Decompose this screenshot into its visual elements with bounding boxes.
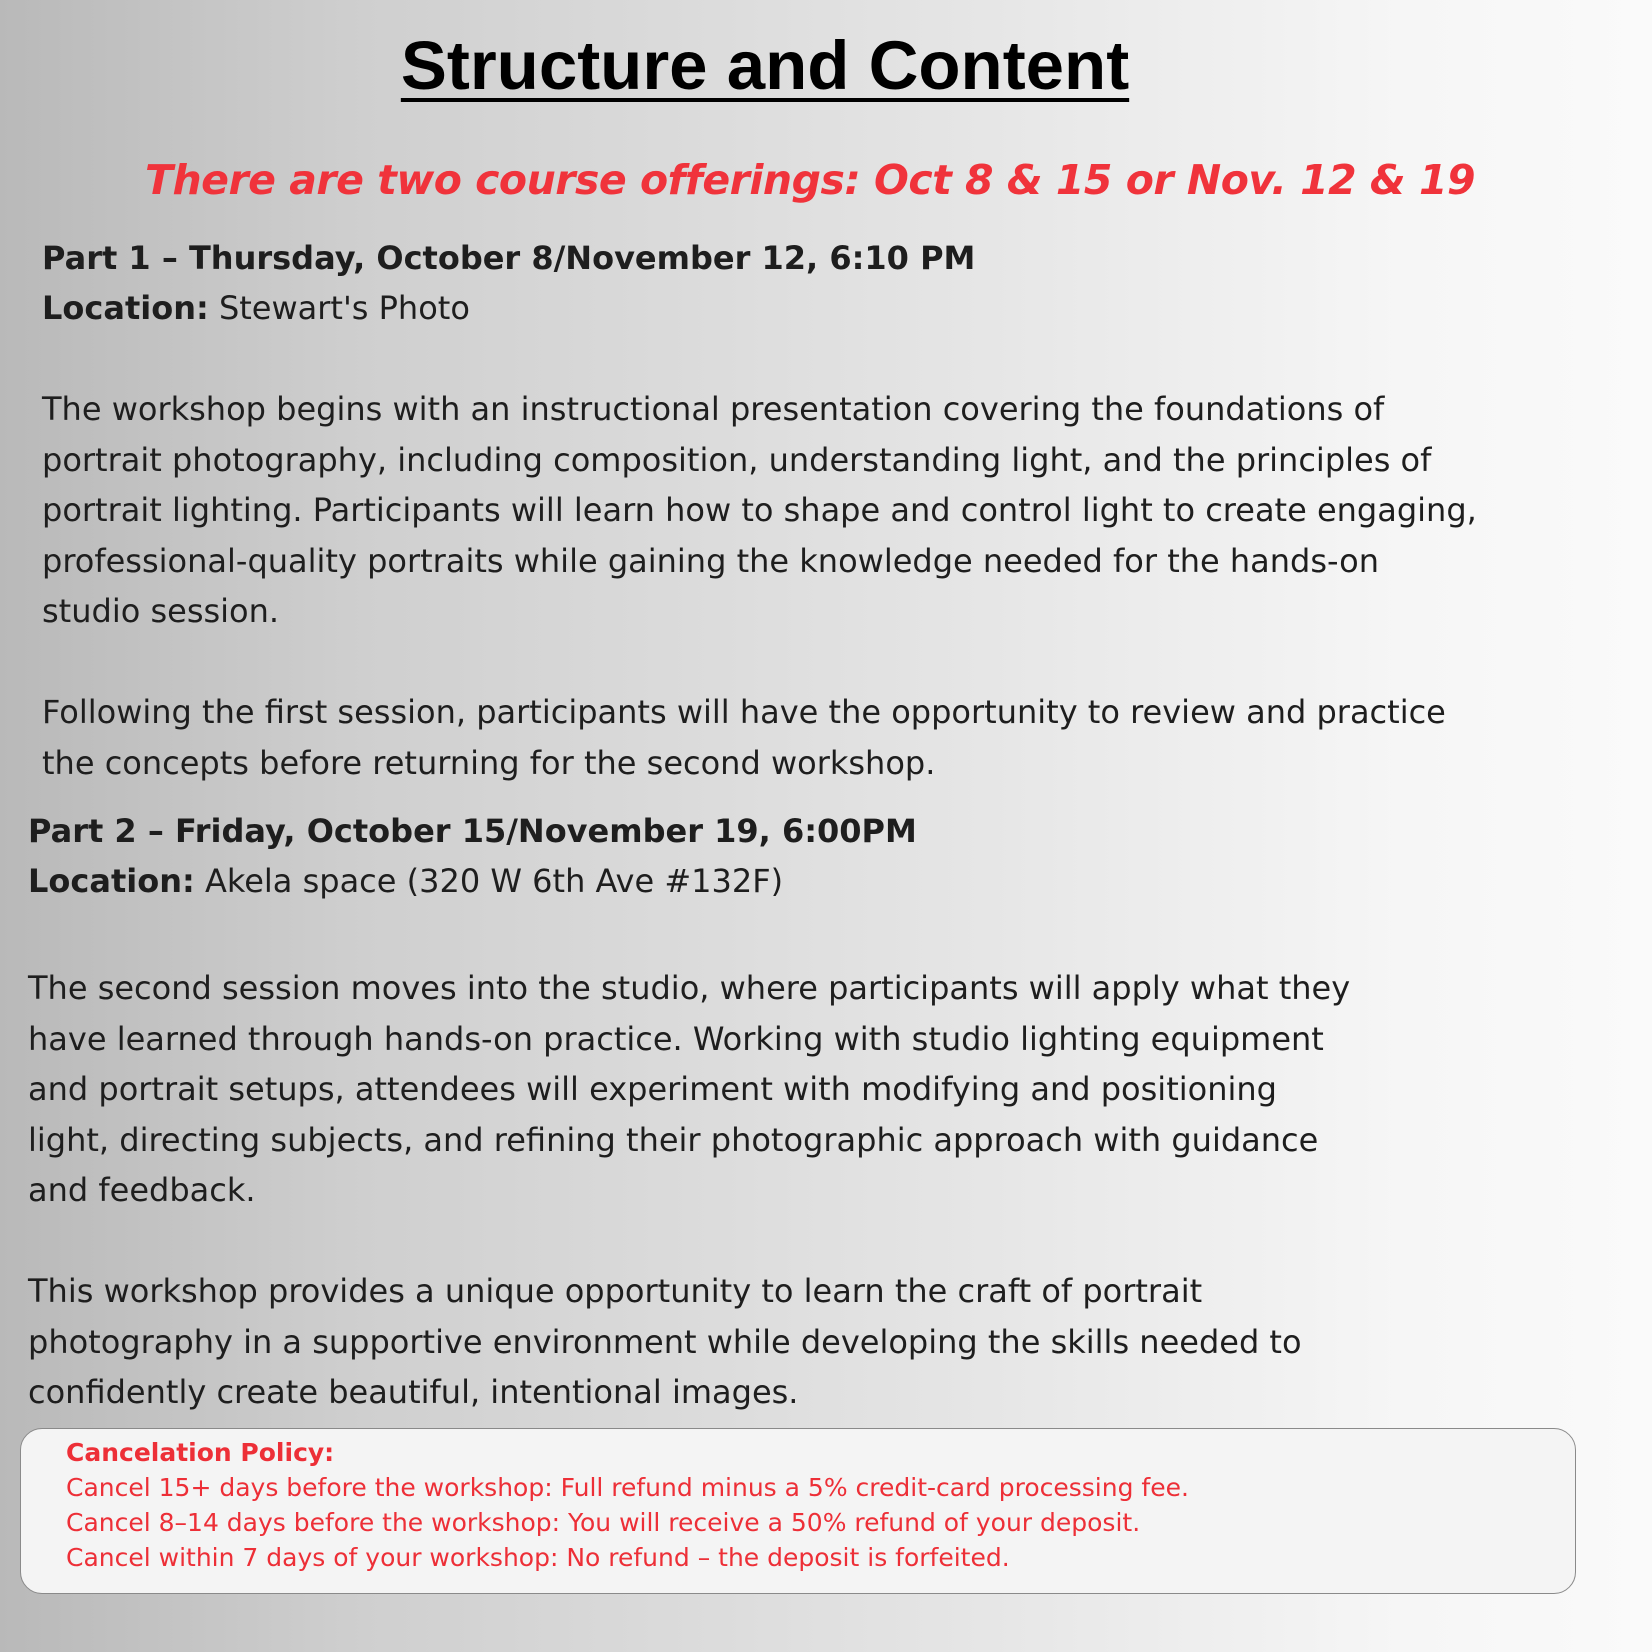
part1-header [42, 233, 1622, 333]
page-title: Structure and Content [400, 27, 1130, 104]
paragraph-line: and feedback. [28, 1171, 256, 1209]
part1-paragraph-1 [42, 384, 1622, 637]
paragraph-line: and portrait setups, attendees will experiment with modifying and positioning [28, 1070, 1277, 1108]
policy-line: Cancel within 7 days of your workshop: No refund – the deposit is forfeited. [66, 1543, 1010, 1572]
part1-heading: Part 1 – Thursday, October 8/November 12, 6:10 PM [42, 239, 976, 277]
paragraph-line: This workshop provides a unique opportunity to learn the craft of portrait [28, 1272, 1203, 1310]
part1-location [42, 283, 1622, 333]
paragraph-line: professional-quality portraits while gaining the knowledge needed for the hands-on [42, 541, 1380, 580]
course-offerings-subtitle: There are two course offerings: Oct 8 & 15 or Nov. 12 & 19 [144, 156, 1476, 204]
paragraph-line: portrait lighting. Participants will learn how to shape and control light to create engaging, [42, 491, 1477, 529]
paragraph-line: have learned through hands-on practice. Working with studio lighting equipment [28, 1019, 1324, 1058]
part2-location-value: Akela space (320 W 6th Ave #132F) [194, 862, 784, 900]
cancelation-policy-box [20, 1428, 1576, 1594]
paragraph-line: The workshop begins with an instructional presentation covering the foundations of [42, 390, 1385, 428]
part2-header [28, 806, 1608, 906]
part1-paragraph-2 [42, 687, 1622, 788]
paragraph-line: portrait photography, including composition, understanding light, and the principles of [42, 440, 1432, 479]
policy-title: Cancelation Policy: [66, 1438, 335, 1467]
part1-location-label: Location: [42, 289, 209, 327]
paragraph-line: Following the first session, participants will have the opportunity to review and practice [42, 693, 1446, 731]
paragraph-line: studio session. [42, 592, 280, 630]
paragraph-line: confidently create beautiful, intentional images. [28, 1373, 799, 1411]
part2-paragraph-1 [28, 963, 1608, 1216]
part1-location-value: Stewart's Photo [208, 289, 470, 327]
policy-line: Cancel 15+ days before the workshop: Full refund minus a 5% credit-card processing fee. [66, 1473, 1189, 1502]
paragraph-line: photography in a supportive environment while developing the skills needed to [28, 1322, 1302, 1361]
part2-location [28, 856, 1608, 906]
policy-line: Cancel 8–14 days before the workshop: You will receive a 50% refund of your deposit. [66, 1508, 1141, 1537]
paragraph-line: light, directing subjects, and refining their photographic approach with guidance [28, 1120, 1319, 1159]
part2-location-label: Location: [28, 862, 195, 900]
part2-heading: Part 2 – Friday, October 15/November 19, 6:00PM [28, 812, 917, 850]
paragraph-line: The second session moves into the studio, where participants will apply what they [28, 969, 1351, 1007]
part2-paragraph-2 [28, 1266, 1608, 1418]
paragraph-line: the concepts before returning for the second workshop. [42, 743, 936, 782]
